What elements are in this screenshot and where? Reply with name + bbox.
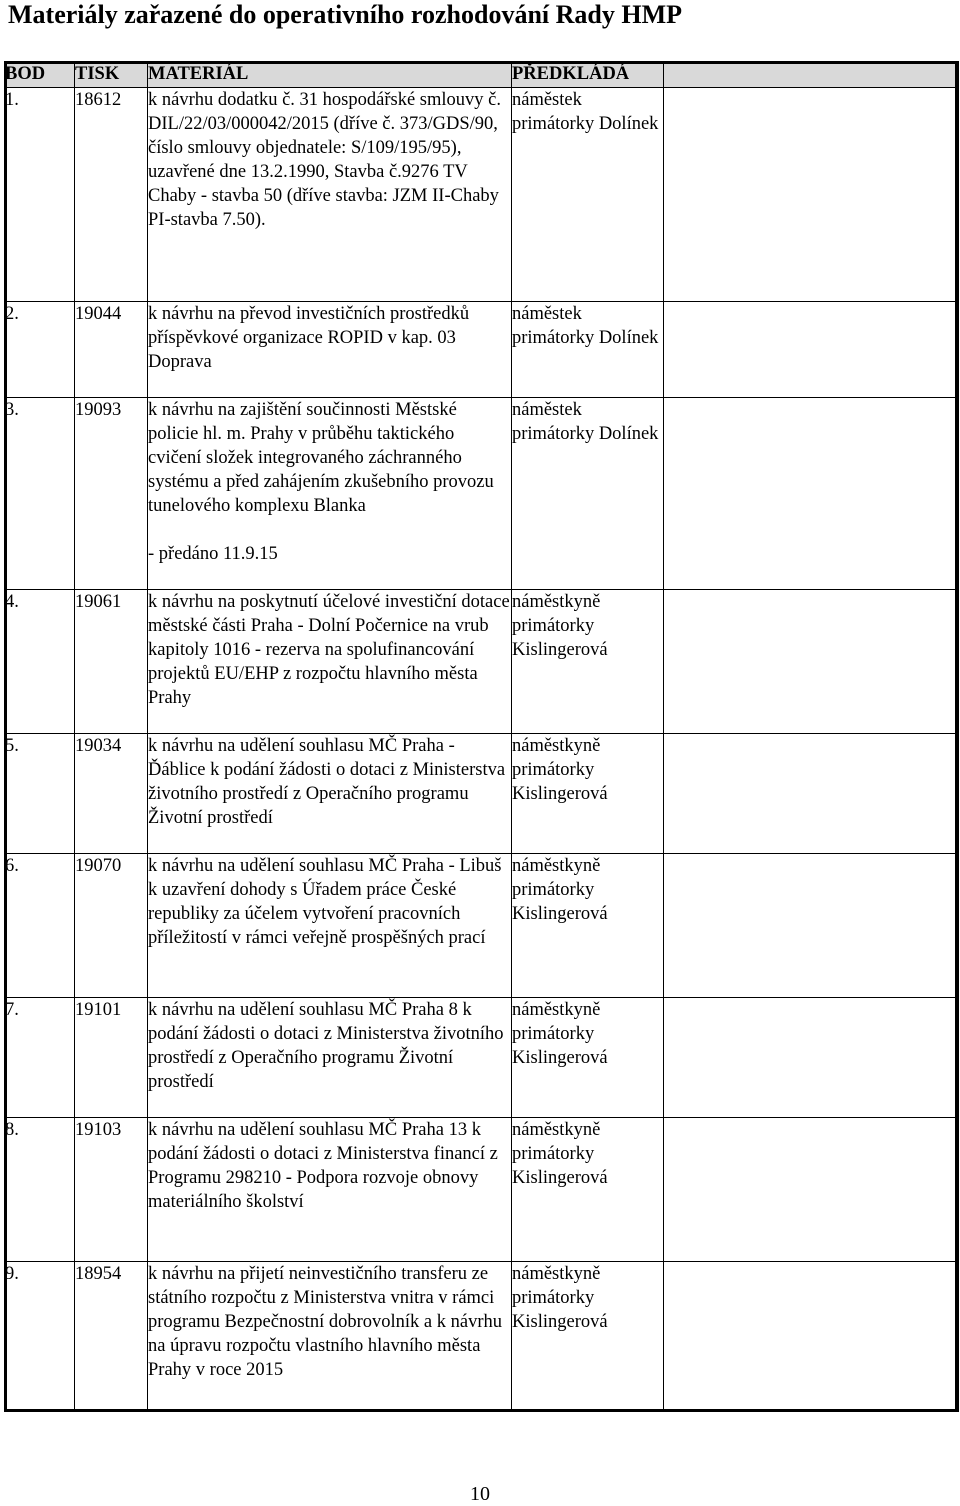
handover-note: - předáno 11.9.15: [148, 544, 278, 564]
cell-predklada: náměstkyně primátorky Kislingerová: [512, 854, 664, 998]
cell-tisk: 19061: [75, 590, 148, 734]
cell-material: k návrhu na udělení souhlasu MČ Praha 13 k podání žádosti o dotaci z Ministerstva financí z Programu 298210 - Podpora rozvoje obnovy materiálního školství: [148, 1118, 512, 1262]
header-predklada: PŘEDKLÁDÁ: [512, 62, 664, 88]
cell-tisk: 19034: [75, 734, 148, 854]
cell-material: k návrhu na udělení souhlasu MČ Praha - Libuš k uzavření dohody s Úřadem práce České republiky za účelem vytvoření pracovních příležitostí v rámci veřejně prospěšných prací: [148, 854, 512, 998]
page-title: Materiály zařazené do operativního rozhodování Rady HMP: [8, 0, 683, 29]
cell-tisk: 18954: [75, 1262, 148, 1412]
cell-tisk: 19093: [75, 398, 148, 590]
cell-bod: 7.: [5, 998, 75, 1118]
cell-tisk: 18612: [75, 88, 148, 302]
cell-predklada: náměstkyně primátorky Kislingerová: [512, 1118, 664, 1262]
page-number: 10: [470, 1483, 490, 1505]
cell-material: k návrhu na převod investičních prostředků příspěvkové organizace ROPID v kap. 03 Doprava: [148, 302, 512, 398]
cell-material: k návrhu na udělení souhlasu MČ Praha 8 k podání žádosti o dotaci z Ministerstva životního prostředí z Operačního programu Životní prostředí: [148, 998, 512, 1118]
cell-predklada: náměstek primátorky Dolínek: [512, 88, 664, 302]
cell-predklada: náměstkyně primátorky Kislingerová: [512, 734, 664, 854]
cell-material: k návrhu na přijetí neinvestičního transferu ze státního rozpočtu z Ministerstva vnitra v rámci programu Bezpečnostní dobrovolník a k návrhu na úpravu rozpočtu vlastního hlavního města Prahy v roce 2015: [148, 1262, 512, 1412]
cell-tisk: 19070: [75, 854, 148, 998]
cell-predklada: náměstkyně primátorky Kislingerová: [512, 590, 664, 734]
cell-tisk: 19101: [75, 998, 148, 1118]
cell-bod: 9.: [5, 1262, 75, 1412]
cell-predklada: náměstek primátorky Dolínek: [512, 398, 664, 590]
material-text: k návrhu na zajištění součinnosti Městské policie hl. m. Prahy v průběhu taktického cvičení složek integrovaného záchranného systému a před zahájením zkušebního provozu tunelového komplexu Blanka: [148, 400, 494, 516]
cell-bod: 1.: [5, 88, 75, 302]
cell-tisk: 19044: [75, 302, 148, 398]
cell-bod: 3.: [5, 398, 75, 590]
cell-predklada: náměstek primátorky Dolínek: [512, 302, 664, 398]
cell-bod: 2.: [5, 302, 75, 398]
cell-predklada: náměstkyně primátorky Kislingerová: [512, 998, 664, 1118]
cell-bod: 5.: [5, 734, 75, 854]
cell-material: k návrhu na udělení souhlasu MČ Praha - Ďáblice k podání žádosti o dotaci z Ministerstva životního prostředí z Operačního programu Životní prostředí: [148, 734, 512, 854]
cell-material: k návrhu dodatku č. 31 hospodářské smlouvy č. DIL/22/03/000042/2015 (dříve č. 373/GDS/90, číslo smlouvy objednatele: S/109/195/95), uzavřené dne 13.2.1990, Stavba č.9276 TV Chaby - stavba 50 (dříve stavba: JZM II-Chaby PI-stavba 7.50).: [148, 88, 512, 302]
cell-tisk: 19103: [75, 1118, 148, 1262]
header-tisk: TISK: [75, 62, 148, 88]
header-bod: BOD: [5, 62, 75, 88]
cell-bod: 8.: [5, 1118, 75, 1262]
cell-material: k návrhu na poskytnutí účelové investiční dotace městské části Praha - Dolní Počernice na vrub kapitoly 1016 - rezerva na spolufinancování projektů EU/EHP z rozpočtu hlavního města Prahy: [148, 590, 512, 734]
table-outer-border: [4, 61, 958, 1412]
cell-predklada: náměstkyně primátorky Kislingerová: [512, 1262, 664, 1412]
cell-bod: 6.: [5, 854, 75, 998]
cell-bod: 4.: [5, 590, 75, 734]
header-material: MATERIÁL: [148, 62, 512, 88]
